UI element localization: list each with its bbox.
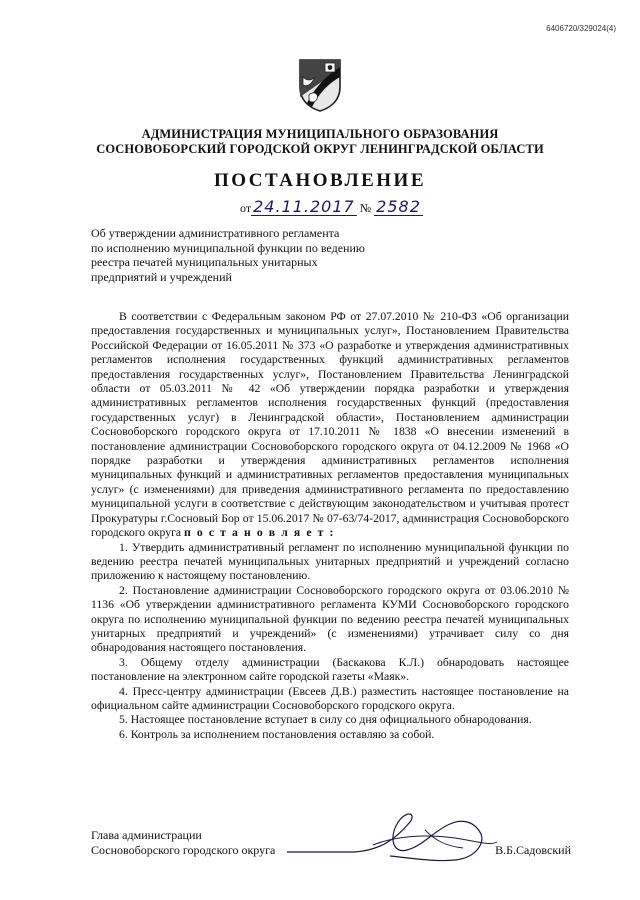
decree-item: 2. Постановление администрации Сосновоборского городского округа от 03.06.2010 № 1136 «Об утверждении административного регламента КУМИ Сосновоборского городского округа по исполнению муниципальной функции по ведению реестра печатей муниципальных унитарных предприятий и учреждений» (с изменениями) утрачивает силу со дня обнародования настоящего постановления. bbox=[91, 583, 569, 655]
decree-item: 6. Контроль за исполнением постановления оставляю за собой. bbox=[119, 727, 435, 741]
document-number: 6406720/329024(4) bbox=[546, 24, 616, 33]
organization-line-2: СОСНОВОБОРСКИЙ ГОРОДСКОЙ ОКРУГ ЛЕНИНГРАДСКОЙ ОБЛАСТИ bbox=[96, 142, 544, 156]
preamble-paragraph bbox=[91, 310, 569, 541]
subject-line: Об утверждении административного регламента bbox=[91, 226, 340, 240]
subject-line: предприятий и учреждений bbox=[91, 269, 232, 284]
decree-item: 1. Утвердить административный регламент по исполнению муниципальной функции по ведению реестра печатей муниципальных унитарных предприятий и учреждений согласно приложению к настоящему постановлению. bbox=[91, 540, 569, 583]
signatory-name: В.Б.Садовский bbox=[495, 842, 571, 857]
decree-body bbox=[91, 310, 569, 742]
number-value: 2582 bbox=[376, 197, 421, 216]
decree-item: 5. Настоящее постановление вступает в силу со дня официального обнародования. bbox=[119, 713, 532, 727]
organization-line-1: АДМИНИСТРАЦИЯ МУНИЦИПАЛЬНОГО ОБРАЗОВАНИЯ bbox=[141, 127, 499, 141]
coat-of-arms-icon bbox=[297, 57, 343, 113]
date-number-line bbox=[240, 197, 440, 216]
organization-name bbox=[0, 127, 640, 157]
subject-line: реестра печатей муниципальных унитарных bbox=[91, 255, 318, 269]
document-title: ПОСТАНОВЛЕНИЕ bbox=[213, 170, 427, 191]
signature-block bbox=[91, 828, 571, 857]
date-value: 24.11.2017 bbox=[253, 197, 355, 216]
signatory-position-line-1: Глава администрации bbox=[91, 828, 202, 842]
decree-subject bbox=[91, 226, 391, 284]
subject-line: по исполнению муниципальной функции по ведению bbox=[91, 240, 365, 255]
signatory-position-line-2: Сосновоборского городского округа bbox=[91, 842, 276, 857]
preamble-text: В соответствии с Федеральным законом РФ от 27.07.2010 № 210-ФЗ «Об организации предоставления государственных и муниципальных услуг», Постановлением Правительства Российской Федерации от 16.05.2011 № 373 «О разработке и утверждения административных регламентов исполнения государственных функций административных регламентов предоставления государственных услуг», Постановлением Правительства Ленинградской области от 05.03.2011 № 42 «Об утверждении порядка разработки и утверждения административных регламентов исполнения государственных функций (предоставления государственных услуг) в Ленинградской области», Постановлением администрации Сосновоборского городского округа от 17.10.2011 № 1838 «О внесении изменений в постановление администрации Сосновоборского городского округа от 04.12.2009 № 1968 «О порядке разработки и утверждения административных регламентов исполнения муниципальных функций и административных регламентов предоставления муниципальных услуг» (с изменениями) для приведения административного регламента по предоставлению муниципальной услуги в соответствие с действующим законодательством и учитывая протест Прокуратуры г.Сосновый Бор от 15.06.2017 № 07-63/74-2017, администрация Сосновоборского городского округа bbox=[91, 310, 569, 540]
decree-item: 3. Общему отделу администрации (Баскакова К.Л.) обнародовать настоящее постановление на электронном сайте городской газеты «Маяк». bbox=[91, 655, 569, 684]
number-prefix: № bbox=[359, 201, 372, 215]
date-prefix: от bbox=[240, 201, 252, 215]
decree-item: 4. Пресс-центру администрации (Евсеев Д.В.) разместить настоящее постановление на официальном сайте администрации Сосновоборского городского округа. bbox=[91, 684, 569, 712]
decree-word: п о с т а н о в л я е т : bbox=[184, 526, 336, 540]
